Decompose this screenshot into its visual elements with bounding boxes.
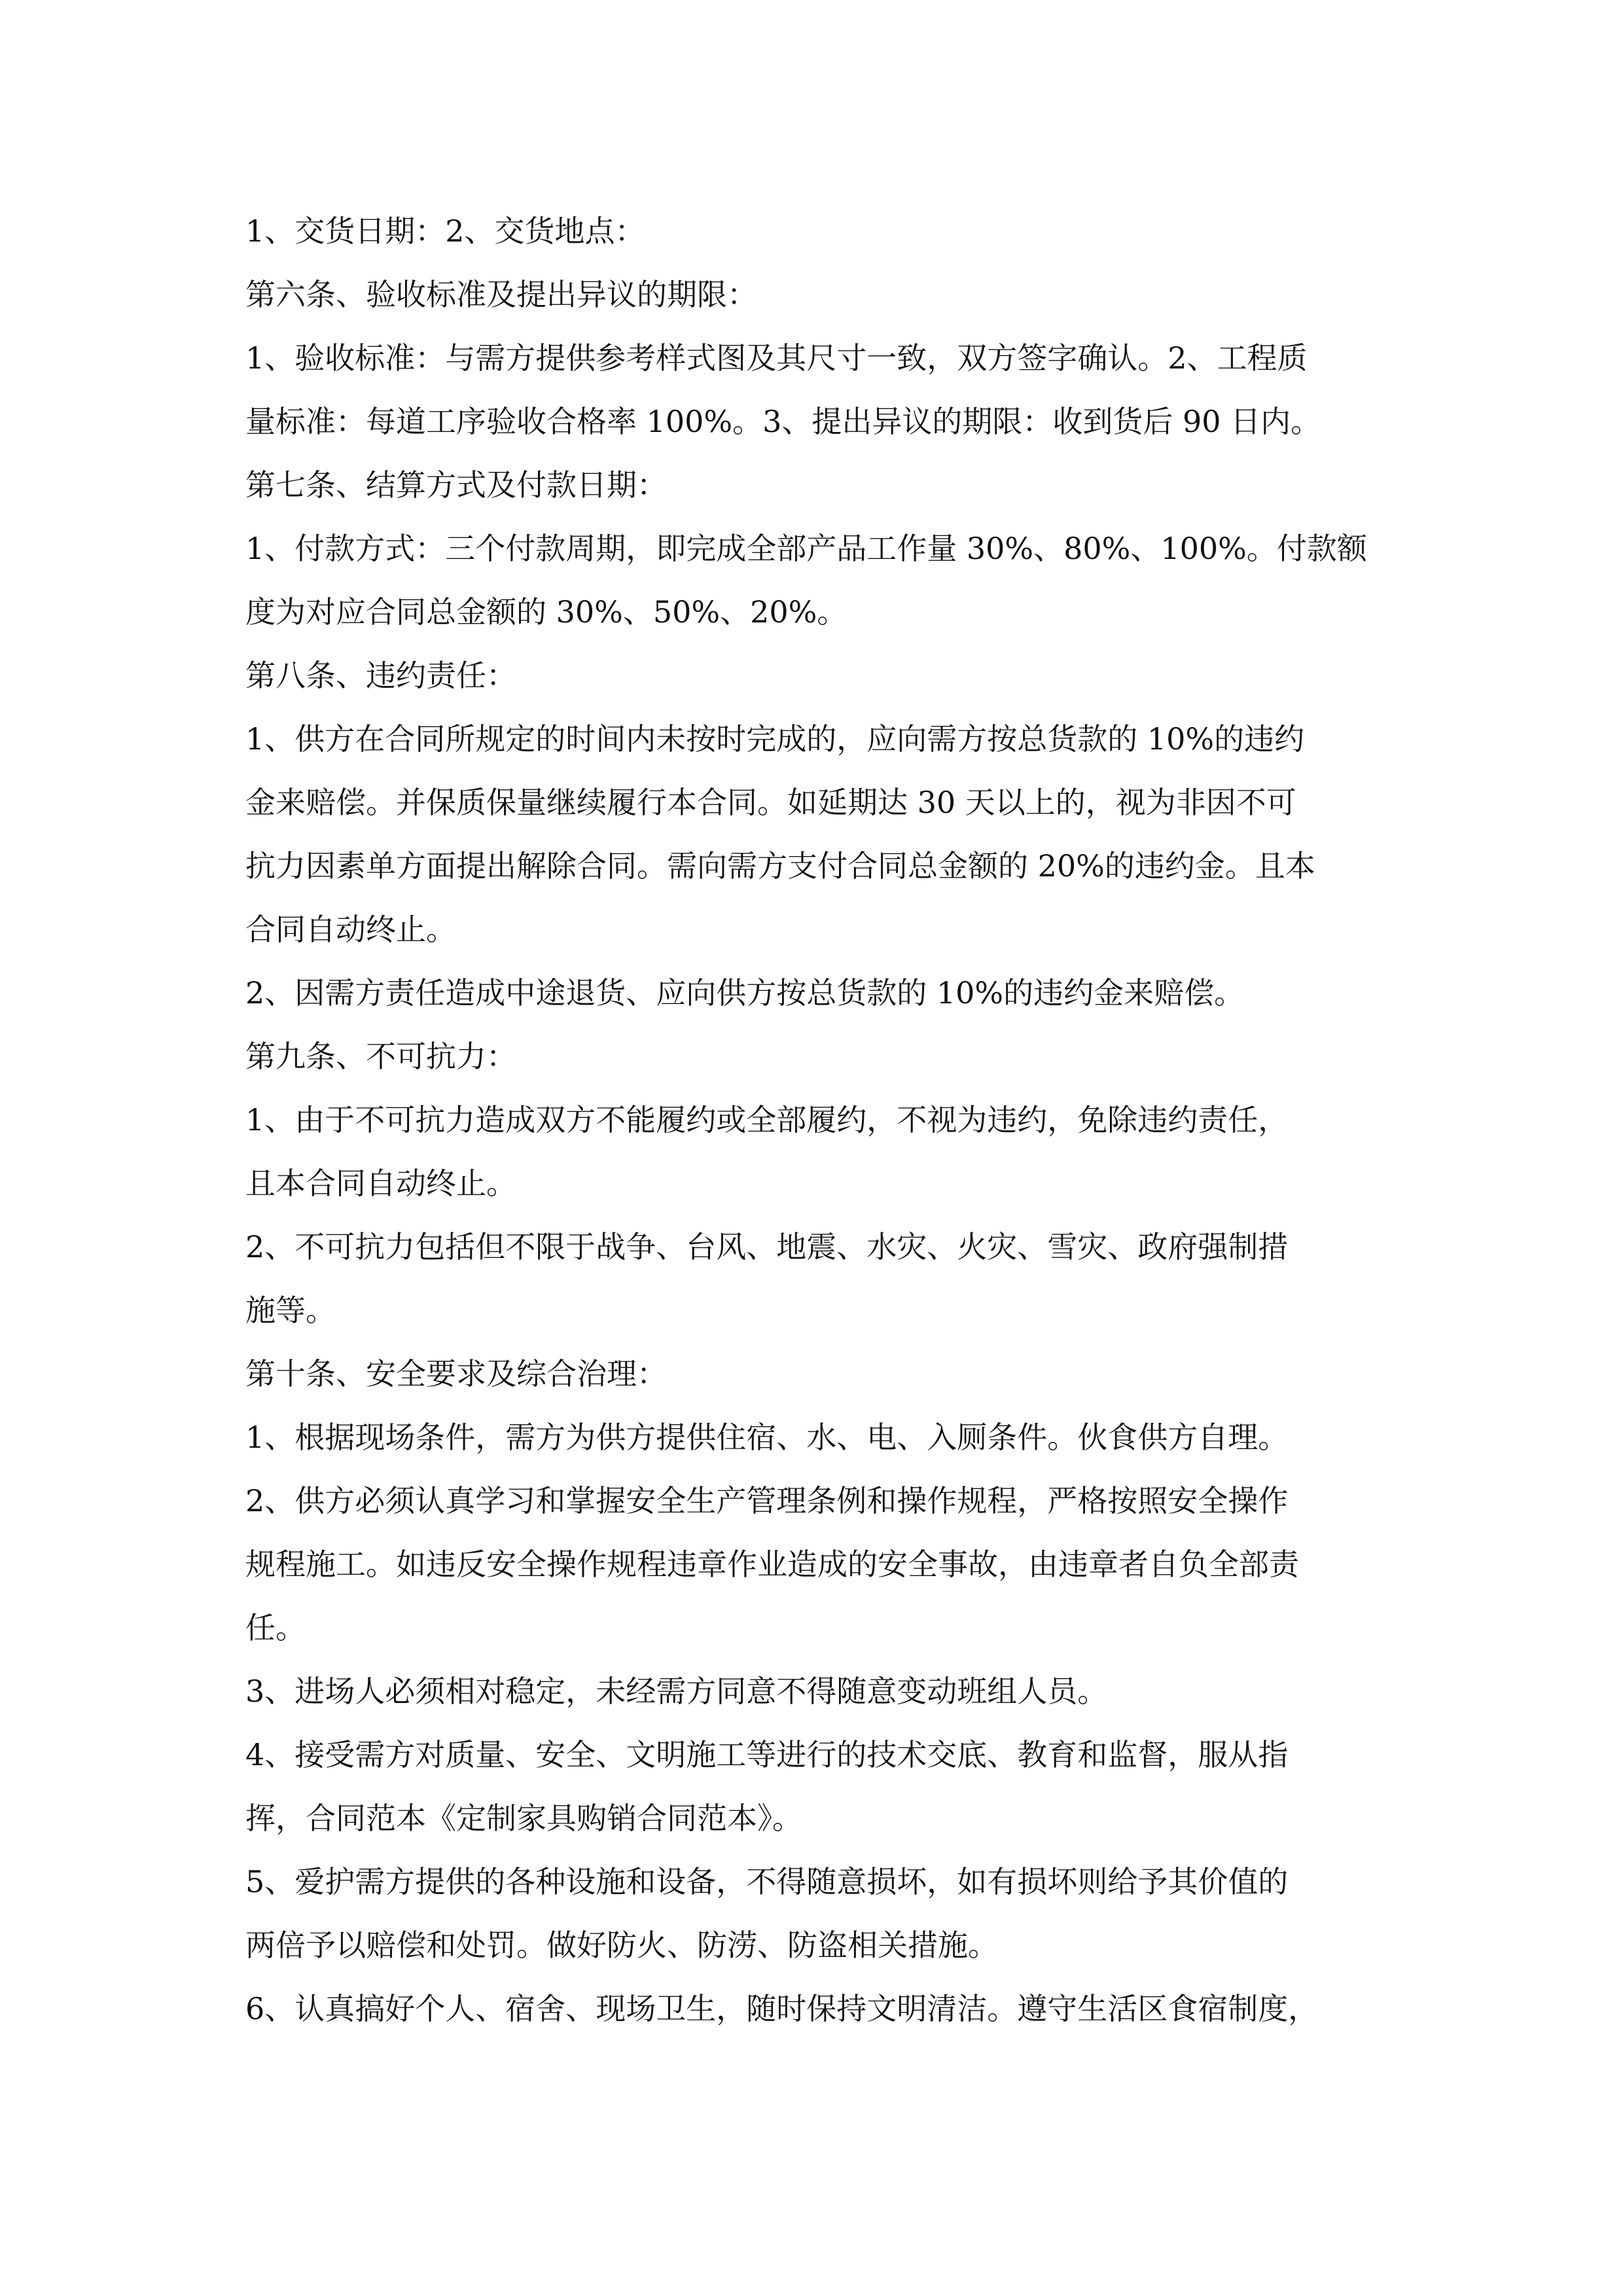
text-line-breach-2: 金来赔偿。并保质保量继续履行本合同。如延期达 30 天以上的，视为非因不可 (245, 785, 1296, 820)
text-line-breach-4: 合同自动终止。 (245, 912, 456, 947)
text-line-safety-2: 2、供方必须认真学习和掌握安全生产管理条例和操作规程，严格按照安全操作 (245, 1483, 1289, 1518)
text-line-breach-5: 2、因需方责任造成中途退货、应向供方按总货款的 10%的违约金来赔偿。 (245, 975, 1245, 1011)
text-line-payment-1: 1、付款方式：三个付款周期，即完成全部产品工作量 30%、80%、100%。付款额 (245, 531, 1367, 566)
text-line-breach-3: 抗力因素单方面提出解除合同。需向需方支付合同总金额的 20%的违约金。且本 (245, 848, 1315, 884)
text-line-safety-5: 3、进场人必须相对稳定，未经需方同意不得随意变动班组人员。 (245, 1674, 1108, 1709)
text-line-breach-1: 1、供方在合同所规定的时间内未按时完成的，应向需方按总货款的 10%的违约 (245, 721, 1305, 757)
clause-heading-10: 第十条、安全要求及综合治理： (245, 1356, 667, 1391)
text-line-safety-3: 规程施工。如违反安全操作规程违章作业造成的安全事故，由违章者自负全部责 (245, 1547, 1299, 1582)
text-line-acceptance-2: 量标准：每道工序验收合格率 100%。3、提出异议的期限：收到货后 90 日内。 (245, 404, 1321, 439)
clause-heading-6: 第六条、验收标准及提出异议的期限： (245, 277, 757, 312)
text-line-safety-4: 任。 (245, 1610, 306, 1645)
text-line-safety-9: 两倍予以赔偿和处罚。做好防火、防涝、防盗相关措施。 (245, 1928, 998, 1963)
text-line-force-3: 2、不可抗力包括但不限于战争、台风、地震、水灾、火灾、雪灾、政府强制措 (245, 1229, 1289, 1265)
text-line-force-4: 施等。 (245, 1293, 336, 1328)
clause-heading-9: 第九条、不可抗力： (245, 1039, 516, 1074)
text-line-safety-8: 5、爱护需方提供的各种设施和设备，不得随意损坏，如有损坏则给予其价值的 (245, 1864, 1289, 1899)
contract-page (245, 200, 1397, 2041)
text-line-safety-7: 挥，合同范本《定制家具购销合同范本》。 (245, 1801, 802, 1836)
text-line-force-1: 1、由于不可抗力造成双方不能履约或全部履约，不视为违约，免除违约责任， (245, 1102, 1289, 1138)
text-line-safety-1: 1、根据现场条件，需方为供方提供住宿、水、电、入厕条件。伙食供方自理。 (245, 1420, 1289, 1455)
text-line-delivery: 1、交货日期：2、交货地点： (245, 213, 645, 249)
text-line-safety-6: 4、接受需方对质量、安全、文明施工等进行的技术交底、教育和监督，服从指 (245, 1737, 1289, 1772)
text-line-acceptance-1: 1、验收标准：与需方提供参考样式图及其尺寸一致，双方签字确认。2、工程质 (245, 340, 1308, 376)
text-line-safety-10: 6、认真搞好个人、宿舍、现场卫生，随时保持文明清洁。遵守生活区食宿制度， (245, 1991, 1319, 2026)
text-line-payment-2: 度为对应合同总金额的 30%、50%、20%。 (245, 594, 847, 630)
clause-heading-8: 第八条、违约责任： (245, 658, 516, 693)
text-line-force-2: 且本合同自动终止。 (245, 1166, 516, 1201)
clause-heading-7: 第七条、结算方式及付款日期： (245, 467, 667, 503)
